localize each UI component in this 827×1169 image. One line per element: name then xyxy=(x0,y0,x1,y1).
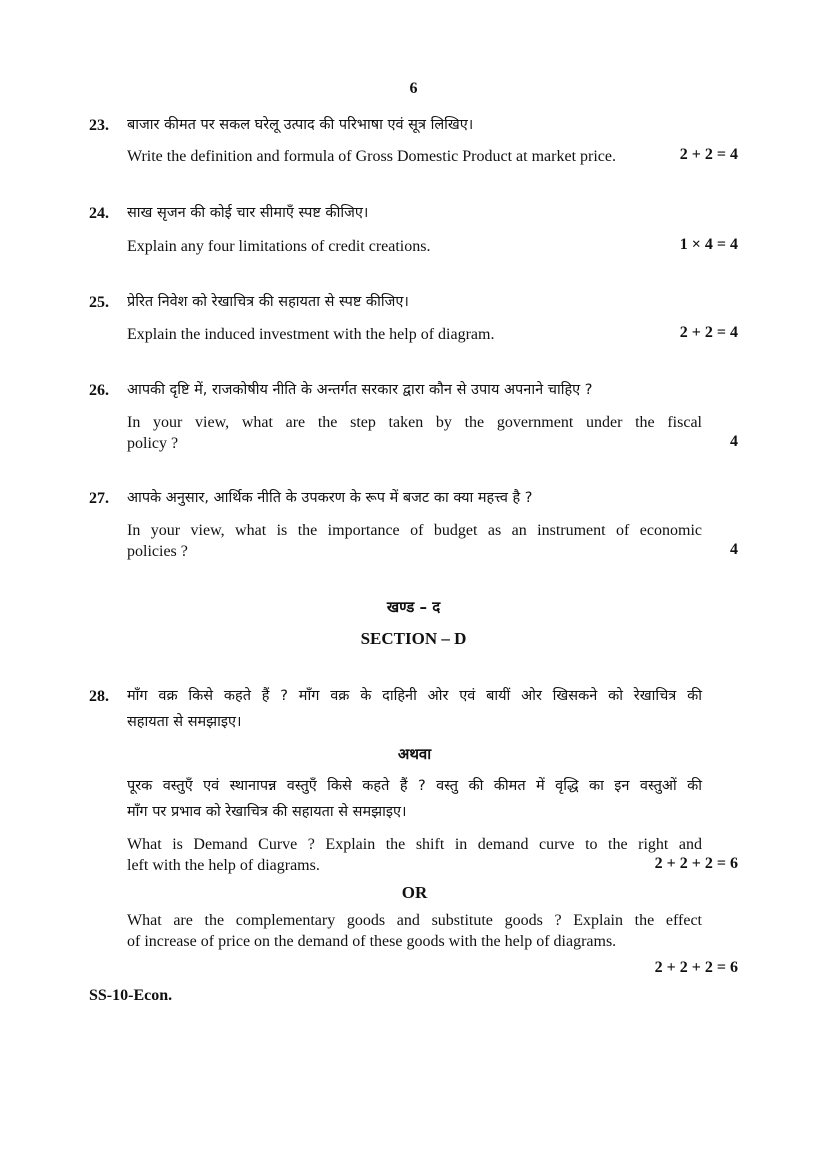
question-26-english-line2: policy ? xyxy=(127,435,179,452)
question-28-hindi-b-line2: माँग पर प्रभाव को रेखाचित्र की सहायता से समझाइए। xyxy=(127,804,407,820)
question-number-27: 27. xyxy=(89,490,109,507)
question-27-marks: 4 xyxy=(730,541,738,558)
question-25-hindi: प्रेरित निवेश को रेखाचित्र की सहायता से स्पष्ट कीजिए। xyxy=(127,294,409,310)
question-26-english-line1: In your view, what are the step taken by the government under the fiscal xyxy=(127,414,702,431)
question-number-24: 24. xyxy=(89,205,109,222)
section-heading-hindi: खण्ड – द xyxy=(386,598,441,616)
page-number: 6 xyxy=(409,80,418,97)
question-28-hindi-a-line2: सहायता से समझाइए। xyxy=(127,714,242,730)
question-number-28: 28. xyxy=(89,688,109,705)
or-divider-hindi: अथवा xyxy=(397,745,432,763)
question-26-hindi: आपकी दृष्टि में, राजकोषीय नीति के अन्तर्गत सरकार द्वारा कौन से उपाय अपनाने चाहिए ? xyxy=(127,382,593,398)
question-24-marks: 1 × 4 = 4 xyxy=(679,236,738,253)
question-28-english-b-line2: of increase of price on the demand of these goods with the help of diagrams. xyxy=(127,933,617,950)
question-26-marks: 4 xyxy=(730,433,738,450)
question-28-hindi-b-line1: पूरक वस्तुएँ एवं स्थानापन्न वस्तुएँ किसे कहते हैं ? वस्तु की कीमत में वृद्धि का इन वस्तुओं की xyxy=(127,778,702,794)
question-23-hindi: बाजार कीमत पर सकल घरेलू उत्पाद की परिभाषा एवं सूत्र लिखिए। xyxy=(127,117,474,133)
question-23-english: Write the definition and formula of Gross Domestic Product at market price. xyxy=(127,148,616,165)
question-28-hindi-a-line1: माँग वक्र किसे कहते हैं ? माँग वक्र के दाहिनी ओर एवं बायीं ओर खिसकने को रेखाचित्र की xyxy=(127,688,702,704)
question-27-english-line1: In your view, what is the importance of budget as an instrument of economic xyxy=(127,522,702,539)
question-23-marks: 2 + 2 = 4 xyxy=(679,146,738,163)
question-number-26: 26. xyxy=(89,382,109,399)
or-divider-english: OR xyxy=(401,883,428,902)
question-24-hindi: साख सृजन की कोई चार सीमाएँ स्पष्ट कीजिए। xyxy=(127,205,369,221)
question-28-english-a-line2: left with the help of diagrams. xyxy=(127,857,320,874)
question-25-marks: 2 + 2 = 4 xyxy=(679,324,738,341)
question-28-english-b-line1: What are the complementary goods and substitute goods ? Explain the effect xyxy=(127,912,702,929)
question-24-english: Explain any four limitations of credit creations. xyxy=(127,238,431,255)
question-28-english-a-line1: What is Demand Curve ? Explain the shift in demand curve to the right and xyxy=(127,836,702,853)
section-heading-english: SECTION – D xyxy=(360,629,467,648)
question-number-25: 25. xyxy=(89,294,109,311)
question-27-hindi: आपके अनुसार, आर्थिक नीति के उपकरण के रूप में बजट का क्या महत्त्व है ? xyxy=(127,490,533,506)
question-number-23: 23. xyxy=(89,117,109,134)
question-28-marks-a: 2 + 2 + 2 = 6 xyxy=(654,855,738,872)
footer-paper-code: SS-10-Econ. xyxy=(89,987,173,1004)
question-28-marks-b: 2 + 2 + 2 = 6 xyxy=(654,959,738,976)
question-25-english: Explain the induced investment with the help of diagram. xyxy=(127,326,495,343)
question-27-english-line2: policies ? xyxy=(127,543,188,560)
